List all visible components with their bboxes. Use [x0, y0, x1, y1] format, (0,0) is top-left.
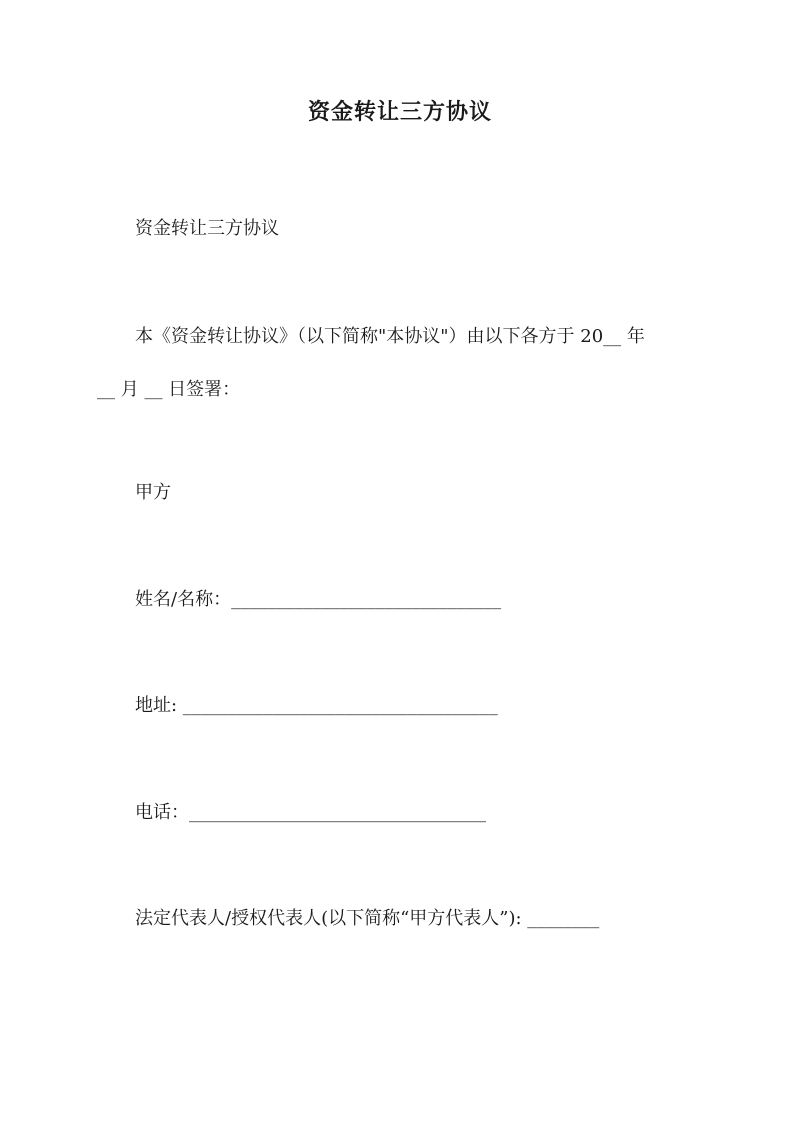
intro-paragraph-line-2: __ 月 __ 日签署： [97, 379, 241, 400]
address-field: 地址: ___________________________________ [135, 695, 498, 716]
document-subtitle: 资金转让三方协议 [135, 218, 279, 239]
intro-paragraph-line-1: 本《资金转让协议》（以下简称"本协议"）由以下各方于 20__ 年 [135, 326, 645, 347]
name-field: 姓名/名称：______________________________ [135, 589, 502, 610]
party-a-heading: 甲方 [135, 482, 171, 503]
phone-field: 电话：_________________________________ [135, 802, 486, 823]
document-title: 资金转让三方协议 [307, 99, 492, 125]
representative-field: 法定代表人/授权代表人(以下简称“甲方代表人”): ________ [135, 908, 600, 929]
